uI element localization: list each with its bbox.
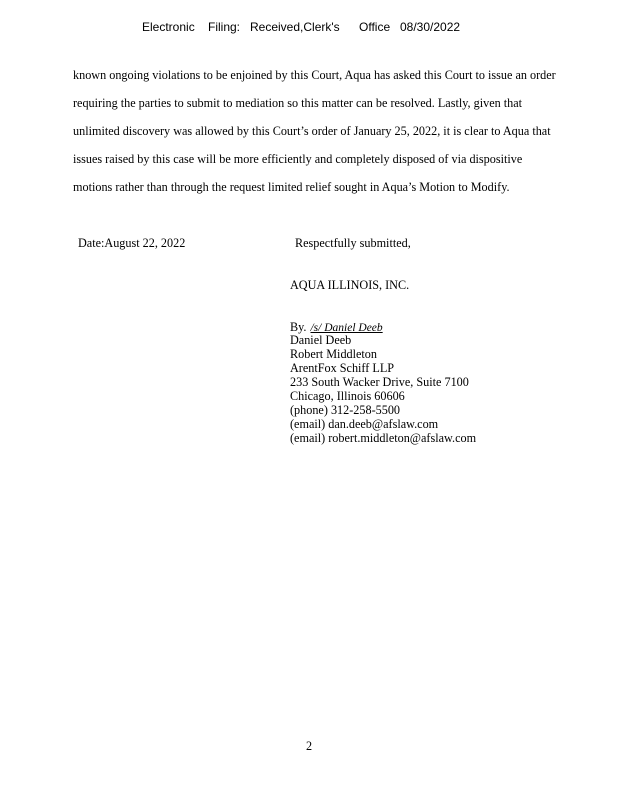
company-name: AQUA ILLINOIS, INC. [290,278,410,292]
efiling-header [0,20,618,36]
signature-name: /s/ Daniel Deeb [310,322,383,334]
header-electronic: Electronic [142,20,195,34]
header-office: Office [359,20,391,34]
body-line-1: known ongoing violations to be enjoined by this Court, Aqua has asked this Court to issue an order [73,68,556,82]
date-line: Date:August 22, 2022 [78,236,186,250]
header-date: 08/30/2022 [400,20,461,34]
header-filing: Filing: [208,20,241,34]
firm-phone: (phone) 312-258-5500 [290,403,401,417]
email-1: (email) dan.deeb@afslaw.com [290,417,439,431]
signature-by-label: By. [290,320,307,334]
signature-block [290,333,476,445]
body-line-3: unlimited discovery was allowed by this Court’s order of January 25, 2022, it is clear to Aqua that [73,124,551,138]
signatory-name-2: Robert Middleton [290,347,377,361]
firm-city: Chicago, Illinois 60606 [290,389,405,403]
body-line-4: issues raised by this case will be more efficiently and completely disposed of via dispositive [73,152,523,166]
email-2: (email) robert.middleton@afslaw.com [290,431,477,445]
firm-name: ArentFox Schiff LLP [290,361,395,375]
body-line-2: requiring the parties to submit to mediation so this matter can be resolved. Lastly, given that [73,96,523,110]
page-number: 2 [305,739,313,753]
signatory-name: Daniel Deeb [290,333,352,347]
body-line-5: motions rather than through the request limited relief sought in Aqua’s Motion to Modify. [73,180,510,194]
firm-address: 233 South Wacker Drive, Suite 7100 [290,375,469,389]
respectfully-submitted: Respectfully submitted, [295,236,411,250]
header-received: Received,Clerk's [250,20,340,34]
